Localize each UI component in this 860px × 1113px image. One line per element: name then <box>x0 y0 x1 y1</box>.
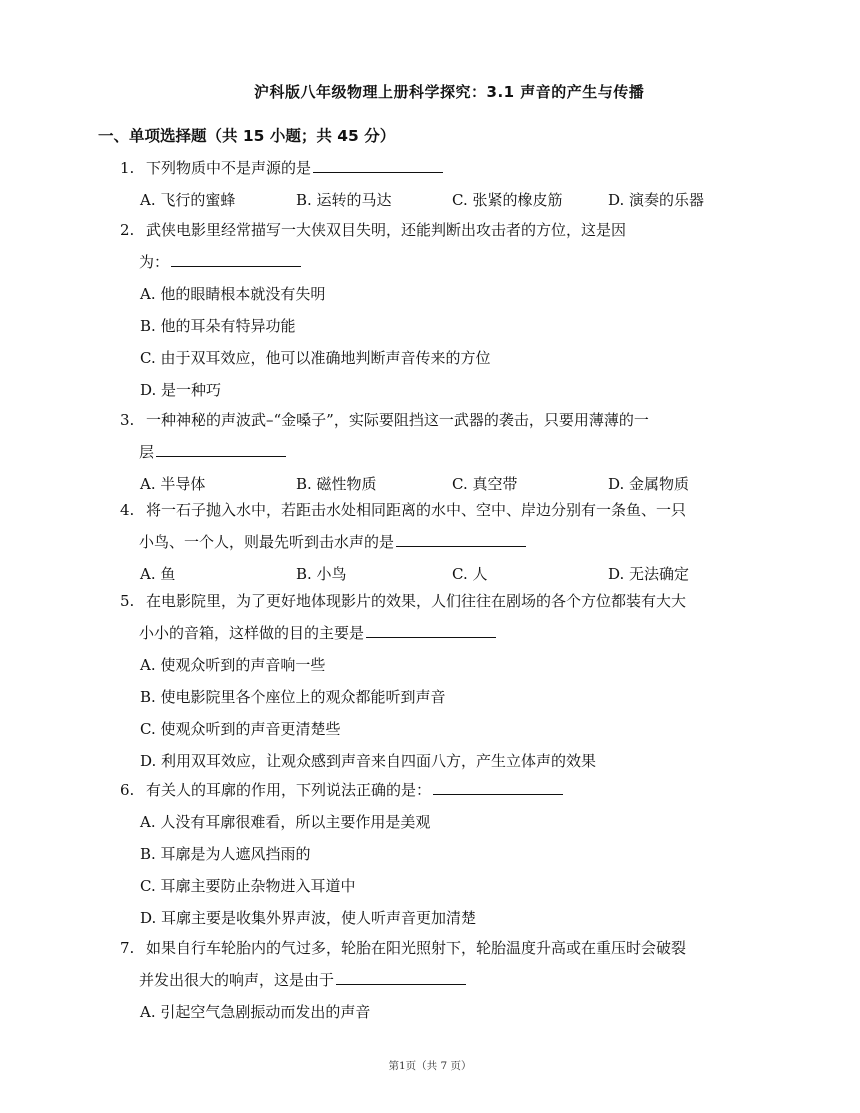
option-b: B. 磁性物质 <box>296 475 377 493</box>
option-a: A. 半导体 <box>140 475 206 493</box>
question-number: 4. <box>120 501 135 519</box>
question-2 <box>120 214 762 406</box>
answer-blank <box>336 968 466 985</box>
question-5 <box>120 585 762 777</box>
question-7 <box>120 932 762 1028</box>
option-b: B. 运转的马达 <box>296 191 392 209</box>
question-text-continued: 小小的音箱，这样做的目的主要是 <box>139 624 365 642</box>
option-a: A. 引起空气急剧振动而发出的声音 <box>140 1003 371 1021</box>
document-title: 沪科版八年级物理上册科学探究：3.1 声音的产生与传播 <box>254 83 645 101</box>
answer-blank <box>171 250 301 267</box>
answer-blank <box>366 621 496 638</box>
option-b: B. 耳廓是为人遮风挡雨的 <box>140 845 311 863</box>
options-row <box>120 184 762 216</box>
question-number: 7. <box>120 939 135 957</box>
option-b: B. 他的耳朵有特异功能 <box>140 317 296 335</box>
question-1 <box>120 152 762 216</box>
option-c: C. 耳廓主要防止杂物进入耳道中 <box>140 877 356 895</box>
answer-blank <box>156 440 286 457</box>
option-a: A. 鱼 <box>140 565 176 583</box>
question-3 <box>120 404 762 500</box>
question-text: 如果自行车轮胎内的气过多，轮胎在阳光照射下，轮胎温度升高或在重压时会破裂 <box>146 939 687 957</box>
option-d: D. 耳廓主要是收集外界声波，使人听声音更加清楚 <box>140 909 477 927</box>
question-text-continued: 为： <box>139 253 170 271</box>
answer-blank <box>313 156 443 173</box>
question-text: 下列物质中不是声源的是 <box>146 159 312 177</box>
option-c: C. 真空带 <box>452 475 518 493</box>
answer-blank <box>396 530 526 547</box>
option-c: C. 张紧的橡皮筋 <box>452 191 563 209</box>
question-text: 在电影院里，为了更好地体现影片的效果，人们往往在剧场的各个方位都装有大大 <box>146 592 687 610</box>
question-text: 一种神秘的声波武–“金嗓子”，实际要阻挡这一武器的袭击，只要用薄薄的一 <box>146 411 649 429</box>
option-b: B. 使电影院里各个座位上的观众都能听到声音 <box>140 688 446 706</box>
section-heading: 一、单项选择题（共 15 小题；共 45 分） <box>98 127 396 145</box>
question-number: 3. <box>120 411 135 429</box>
answer-blank <box>433 778 563 795</box>
option-d: D. 无法确定 <box>608 565 690 583</box>
option-c: C. 使观众听到的声音更清楚些 <box>140 720 341 738</box>
question-number: 2. <box>120 221 135 239</box>
option-a: A. 使观众听到的声音响一些 <box>140 656 326 674</box>
question-text: 有关人的耳廓的作用，下列说法正确的是： <box>146 781 432 799</box>
question-text-continued: 小鸟、一个人，则最先听到击水声的是 <box>139 533 395 551</box>
question-number: 5. <box>120 592 135 610</box>
question-number: 1. <box>120 159 135 177</box>
question-4 <box>120 494 762 590</box>
question-text-continued: 层 <box>139 443 155 461</box>
option-d: D. 演奏的乐器 <box>608 191 705 209</box>
option-a: A. 他的眼睛根本就没有失明 <box>140 285 326 303</box>
question-text: 武侠电影里经常描写一大侠双目失明，还能判断出攻击者的方位，这是因 <box>146 221 627 239</box>
option-d: D. 金属物质 <box>608 475 690 493</box>
question-number: 6. <box>120 781 135 799</box>
option-d: D. 是一种巧 <box>140 381 222 399</box>
option-a: A. 人没有耳廓很难看，所以主要作用是美观 <box>140 813 431 831</box>
option-c: C. 由于双耳效应，他可以准确地判断声音传来的方位 <box>140 349 491 367</box>
option-b: B. 小鸟 <box>296 565 347 583</box>
option-d: D. 利用双耳效应，让观众感到声音来自四面八方，产生立体声的效果 <box>140 752 597 770</box>
question-6 <box>120 774 762 934</box>
option-c: C. 人 <box>452 565 488 583</box>
page-footer: 第1页（共 7 页） <box>388 1060 472 1072</box>
question-text: 将一石子抛入水中，若距击水处相同距离的水中、空中、岸边分别有一条鱼、一只 <box>146 501 687 519</box>
option-a: A. 飞行的蜜蜂 <box>140 191 236 209</box>
question-text-continued: 并发出很大的响声，这是由于 <box>139 971 335 989</box>
